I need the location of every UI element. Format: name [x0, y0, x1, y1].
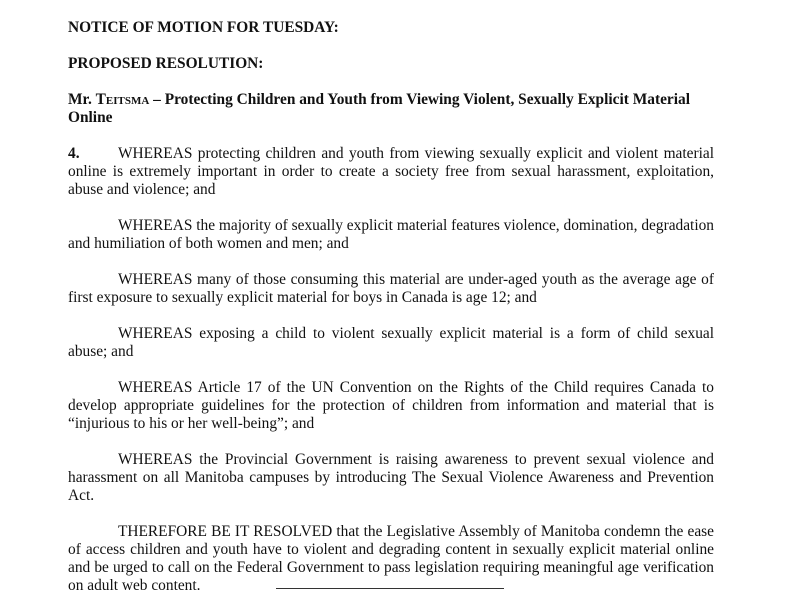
resolution-number: 4.	[68, 145, 80, 162]
whereas-paragraph-1	[68, 145, 714, 199]
member-name: Teitsma	[95, 91, 150, 108]
whereas-paragraph-5: WHEREAS Article 17 of the UN Convention on the Rights of the Child requires Canada to develop appropriate guidelines for the protection of children from information and material that is “injurious to his or her well-being”; and	[68, 379, 714, 432]
whereas-paragraph-4: WHEREAS exposing a child to violent sexually explicit material is a form of child sexual abuse; and	[68, 325, 714, 360]
heading-notice-of-motion: NOTICE OF MOTION FOR TUESDAY:	[68, 19, 339, 36]
motion-title-text: Protecting Children and Youth from Viewing Violent, Sexually Explicit Material Online	[68, 91, 690, 126]
paragraph-text: WHEREAS protecting children and youth from viewing sexually explicit and violent material online is extremely important in order to create a society free from sexual harassment, exploitation, abuse and violence; and	[68, 145, 714, 198]
whereas-paragraph-6: WHEREAS the Provincial Government is raising awareness to prevent sexual violence and harassment on all Manitoba campuses by introducing The Sexual Violence Awareness and Prevention Act.	[68, 451, 714, 504]
document-page	[68, 19, 714, 613]
resolved-paragraph: THEREFORE BE IT RESOLVED that the Legislative Assembly of Manitoba condemn the ease of access children and youth have to violent and degrading content in sexually explicit material online and be urged to call on the Federal Government to pass legislation requiring meaningful age verification on adult web content.	[68, 523, 714, 594]
heading-proposed-resolution: PROPOSED RESOLUTION:	[68, 55, 264, 72]
title-separator: –	[149, 91, 165, 108]
motion-title	[68, 91, 714, 127]
member-prefix: Mr.	[68, 91, 96, 108]
whereas-paragraph-2: WHEREAS the majority of sexually explicit material features violence, domination, degradation and humiliation of both women and men; and	[68, 217, 714, 252]
whereas-paragraph-3: WHEREAS many of those consuming this material are under-aged youth as the average age of first exposure to sexually explicit material for boys in Canada is age 12; and	[68, 271, 714, 306]
closing-horizontal-rule	[276, 588, 504, 589]
